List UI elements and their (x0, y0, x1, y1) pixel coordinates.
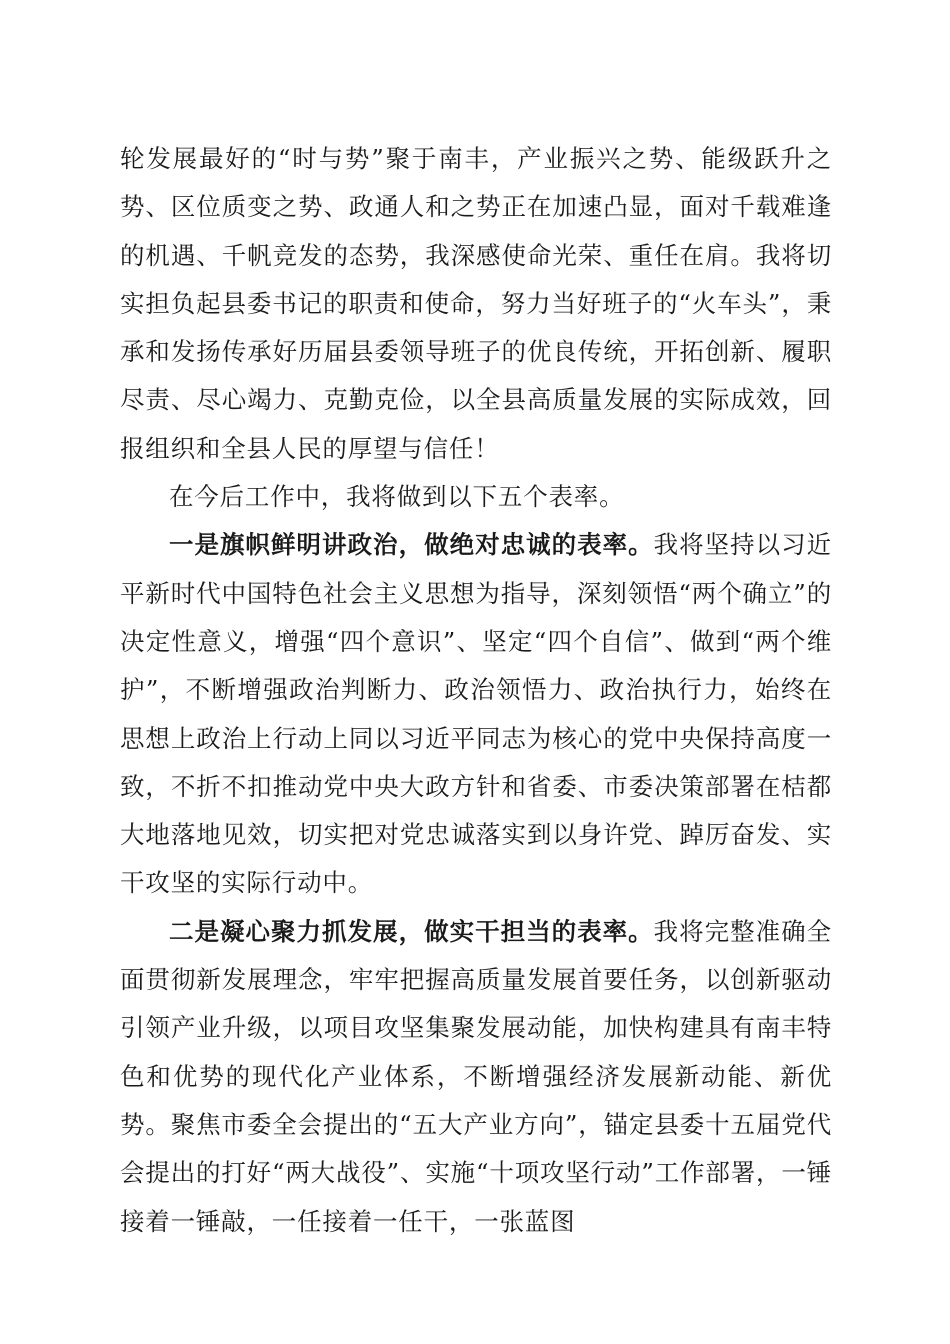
paragraph-point-one (120, 521, 832, 907)
paragraph-point-two (120, 908, 832, 1246)
paragraph-intro (120, 473, 832, 521)
paragraph-text: 在今后工作中，我将做到以下五个表率。 (169, 482, 625, 512)
paragraph-lead-heading: 二是凝心聚力抓发展，做实干担当的表率。 (169, 916, 654, 946)
paragraph-lead-heading: 一是旗帜鲜明讲政治，做绝对忠诚的表率。 (169, 530, 654, 560)
document-body (120, 135, 832, 1246)
paragraph-text: 我将完整准确全面贯彻新发展理念，牢牢把握高质量发展首要任务，以创新驱动引领产业升级，以项目攻坚集聚发展动能，加快构建具有南丰特色和优势的现代化产业体系，不断增强经济发展新动能、新优势。聚焦市委全会提出的“五大产业方向”，锚定县委十五届党代会提出的打好“两大战役”、实施“十项攻坚行动”工作部署，一锤接着一锤敲，一任接着一任干，一张蓝图 (120, 916, 832, 1236)
paragraph-text: 我将坚持以习近平新时代中国特色社会主义思想为指导，深刻领悟“两个确立”的决定性意义，增强“四个意识”、坚定“四个自信”、做到“两个维护”，不断增强政治判断力、政治领悟力、政治执行力，始终在思想上政治上行动上同以习近平同志为核心的党中央保持高度一致，不折不扣推动党中央大政方针和省委、市委决策部署在桔都大地落地见效，切实把对党忠诚落实到以身许党、踔厉奋发、实干攻坚的实际行动中。 (120, 530, 833, 898)
paragraph-continuation (120, 135, 832, 473)
paragraph-text: 轮发展最好的“时与势”聚于南丰，产业振兴之势、能级跃升之势、区位质变之势、政通人和之势正在加速凸显，面对千载难逢的机遇、千帆竞发的态势，我深感使命光荣、重任在肩。我将切实担负起县委书记的职责和使命，努力当好班子的“火车头”，秉承和发扬传承好历届县委领导班子的优良传统，开拓创新、履职尽责、尽心竭力、克勤克俭，以全县高质量发展的实际成效，回报组织和全县人民的厚望与信任！ (120, 144, 832, 463)
